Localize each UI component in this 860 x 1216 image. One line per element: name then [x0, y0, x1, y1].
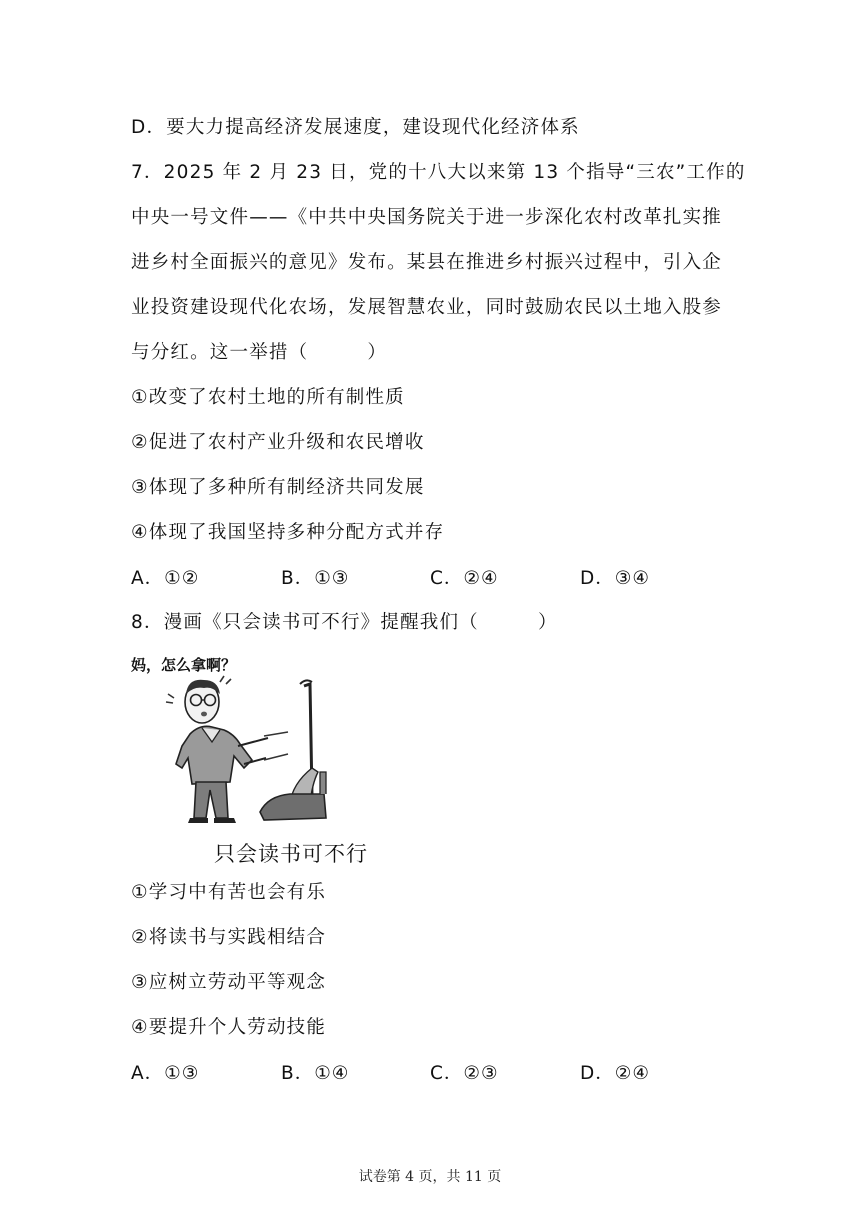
q8-statement-1: ①学习中有苦也会有乐: [131, 882, 327, 903]
q7-stem-line-1: 7．2025 年 2 月 23 日，党的十八大以来第 13 个指导“三农”工作的: [131, 162, 746, 183]
cartoon-illustration: [160, 672, 360, 824]
q8-stem: 8．漫画《只会读书可不行》提醒我们（ ）: [131, 612, 558, 633]
q7-statement-4: ④体现了我国坚持多种分配方式并存: [131, 522, 445, 543]
page-footer: 试卷第 4 页，共 11 页: [358, 1169, 502, 1185]
q7-statement-1: ①改变了农村土地的所有制性质: [131, 387, 405, 408]
q7-option-a[interactable]: A．①②: [131, 568, 200, 589]
q7-option-d[interactable]: D．③④: [580, 568, 650, 589]
q8-statement-4: ④要提升个人劳动技能: [131, 1017, 327, 1038]
q7-stem-line-2: 中央一号文件——《中共中央国务院关于进一步深化农村改革扎实推: [131, 207, 723, 228]
q8-option-a[interactable]: A．①③: [131, 1063, 200, 1084]
q8-option-d[interactable]: D．②④: [580, 1063, 650, 1084]
q6-option-d: D．要大力提高经济发展速度，建设现代化经济体系: [131, 117, 580, 138]
cartoon-speech-caption: 妈，怎么拿啊？: [131, 656, 237, 674]
q8-statement-2: ②将读书与实践相结合: [131, 927, 327, 948]
cartoon-title: 只会读书可不行: [214, 842, 368, 866]
q8-statement-3: ③应树立劳动平等观念: [131, 972, 327, 993]
q7-statement-3: ③体现了多种所有制经济共同发展: [131, 477, 425, 498]
q8-option-b[interactable]: B．①④: [281, 1063, 350, 1084]
q8-option-c[interactable]: C．②③: [430, 1063, 499, 1084]
q7-option-b[interactable]: B．①③: [281, 568, 350, 589]
q7-stem-line-5: 与分红。这一举措（ ）: [131, 342, 388, 363]
q7-stem-line-3: 进乡村全面振兴的意见》发布。某县在推进乡村振兴过程中，引入企: [131, 252, 723, 273]
q7-stem-line-4: 业投资建设现代化农场，发展智慧农业，同时鼓励农民以土地入股参: [131, 297, 723, 318]
q7-statement-2: ②促进了农村产业升级和农民增收: [131, 432, 425, 453]
q7-option-c[interactable]: C．②④: [430, 568, 499, 589]
